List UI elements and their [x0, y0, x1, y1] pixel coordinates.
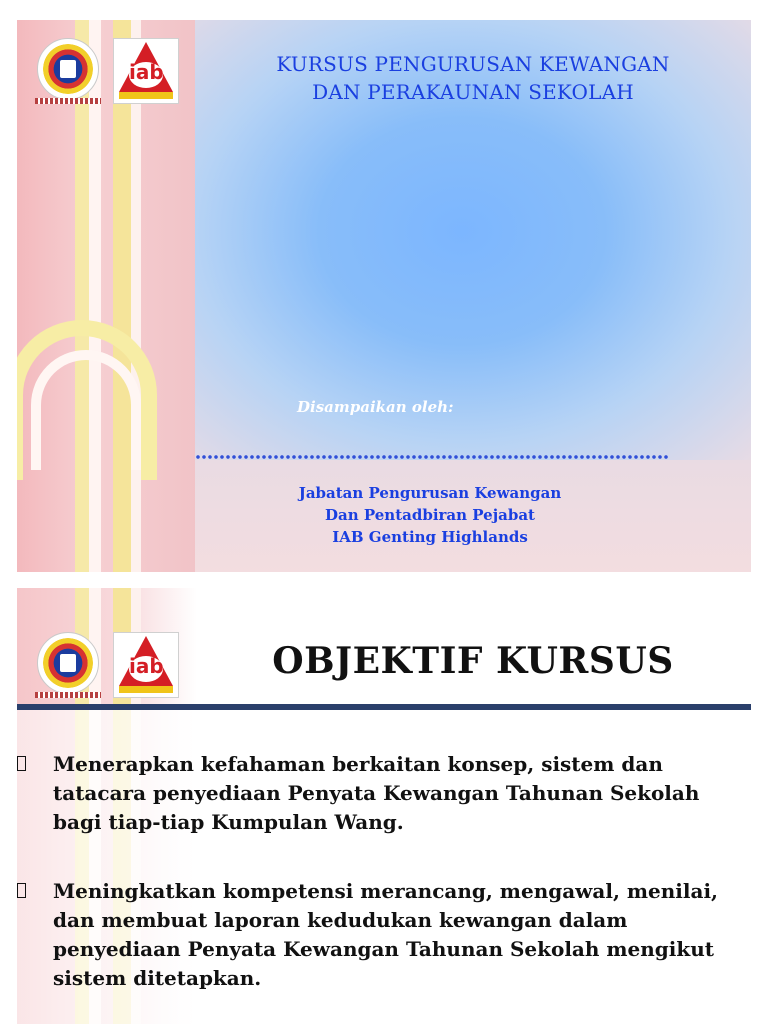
kpm-crest-icon — [35, 38, 101, 110]
bullet-box-icon — [17, 756, 26, 771]
dotted-divider — [195, 454, 669, 460]
presenter-line-3: IAB Genting Highlands — [332, 528, 528, 546]
iab-logo-icon: iab — [113, 632, 179, 704]
kpm-crest-icon — [35, 632, 101, 704]
title-line-1: KURSUS PENGURUSAN KEWANGAN — [276, 52, 670, 76]
slide-title — [195, 50, 751, 106]
presenter-block — [195, 482, 665, 548]
slide-title: OBJEKTIF KURSUS — [272, 640, 674, 682]
objectives-list — [17, 710, 751, 1024]
presenter-line-2: Dan Pentadbiran Pejabat — [325, 506, 535, 524]
title-line-2: DAN PERAKAUNAN SEKOLAH — [312, 80, 634, 104]
bullet-box-icon — [17, 883, 26, 898]
presenter-line-1: Jabatan Pengurusan Kewangan — [298, 484, 562, 502]
objectives-slide — [17, 588, 751, 1024]
list-item: Meningkatkan kompetensi merancang, mengawal, menilai, dan membuat laporan kedudukan kewangan dalam penyediaan Penyata Kewangan Tahunan Sekolah mengikut sistem ditetapkan. — [17, 877, 737, 993]
list-item: Menerapkan kefahaman berkaitan konsep, sistem dan tatacara penyediaan Penyata Kewangan Tahunan Sekolah bagi tiap-tiap Kumpulan Wang. — [17, 750, 737, 837]
presented-by-label: Disampaikan oleh: — [297, 398, 454, 416]
title-slide — [17, 20, 751, 572]
iab-logo-icon: iab — [113, 38, 179, 110]
